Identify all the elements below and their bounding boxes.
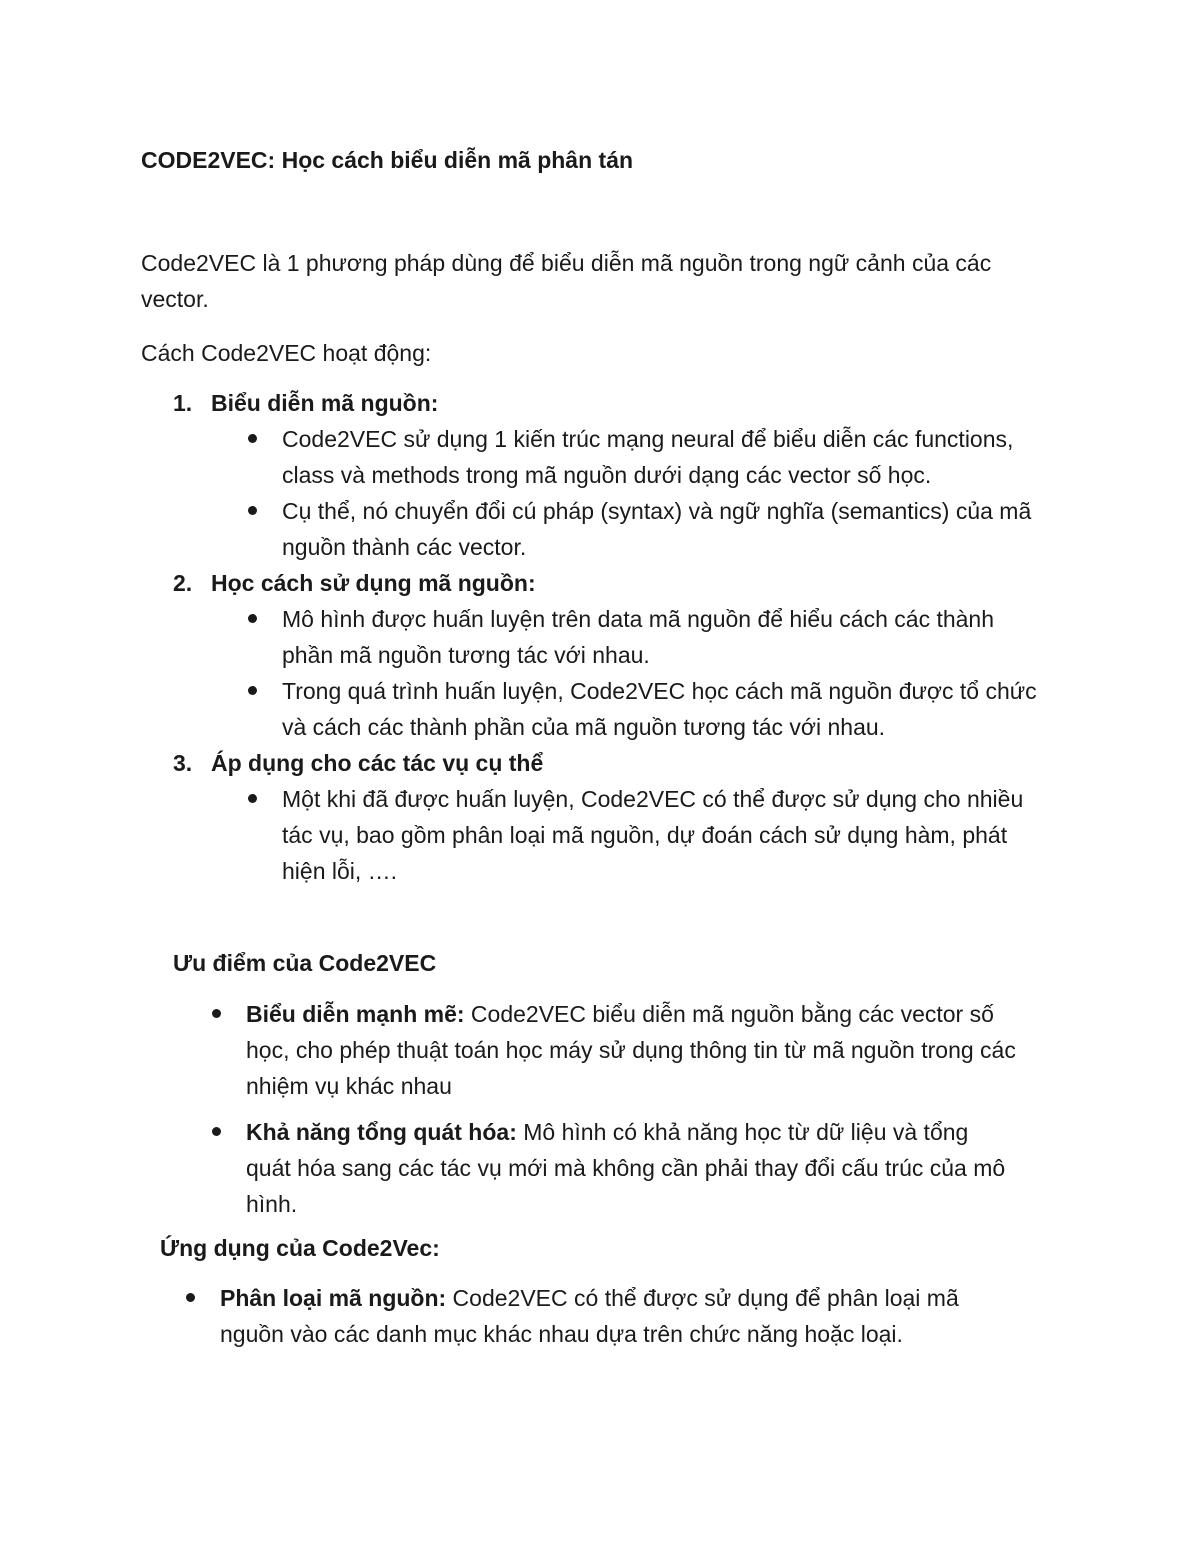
bullet-icon — [186, 1293, 195, 1302]
application-term: Phân loại mã nguồn: — [220, 1285, 447, 1311]
list-item — [211, 493, 1044, 565]
advantages-list — [212, 996, 1072, 1232]
bullet-icon — [248, 506, 257, 515]
step-bullets — [211, 601, 1037, 745]
step-heading: Học cách sử dụng mã nguồn: — [211, 570, 536, 596]
applications-list — [149, 1280, 1049, 1352]
bullet-icon — [212, 1127, 221, 1136]
bullet-icon — [248, 614, 257, 623]
advantage-term: Khả năng tổng quát hóa: — [246, 1119, 517, 1145]
applications-heading: Ứng dụng của Code2Vec: — [160, 1235, 440, 1261]
step-number: 3. — [173, 750, 193, 776]
list-item — [211, 781, 1044, 889]
list-item — [175, 996, 1016, 1104]
bullet-text: Cụ thể, nó chuyển đổi cú pháp (syntax) và ngữ nghĩa (semantics) của mã nguồn thành các vector. — [282, 498, 1032, 560]
bullet-icon — [212, 1009, 221, 1018]
step-heading: Biểu diễn mã nguồn: — [211, 390, 439, 416]
bullet-text: Trong quá trình huấn luyện, Code2VEC học cách mã nguồn được tổ chức và cách các thành phần của mã nguồn tương tác với nhau. — [282, 678, 1037, 740]
list-item — [211, 673, 1044, 745]
steps-list — [173, 385, 1073, 889]
bullet-icon — [248, 686, 257, 695]
step-item — [173, 745, 1073, 889]
bullet-text: Mô hình được huấn luyện trên data mã nguồn để hiểu cách các thành phần mã nguồn tương tác với nhau. — [282, 606, 995, 668]
list-item — [149, 1280, 960, 1352]
list-item — [175, 1114, 1016, 1222]
step-item — [173, 565, 1073, 745]
advantages-heading: Ưu điểm của Code2VEC — [173, 950, 437, 976]
bullet-text: Một khi đã được huấn luyện, Code2VEC có thể được sử dụng cho nhiều tác vụ, bao gồm phân loại mã nguồn, dự đoán cách sử dụng hàm, phát hiện lỗi, …. — [282, 786, 1024, 884]
advantage-text: Code2VEC biểu diễn mã nguồn bằng các vector số học, cho phép thuật toán học máy sử dụng thông tin từ mã nguồn trong các nhiệm vụ khác nhau — [246, 1001, 1016, 1099]
list-item — [211, 601, 1044, 673]
bullet-text: Code2VEC sử dụng 1 kiến trúc mạng neural để biểu diễn các functions, class và methods trong mã nguồn dưới dạng các vector số học. — [282, 426, 1014, 488]
how-it-works-heading: Cách Code2VEC hoạt động: — [141, 340, 432, 366]
step-number: 1. — [173, 390, 193, 416]
step-number: 2. — [173, 570, 193, 596]
step-item — [173, 385, 1073, 565]
intro-paragraph: Code2VEC là 1 phương pháp dùng để biểu diễn mã nguồn trong ngữ cảnh của các vector. — [141, 250, 992, 312]
step-bullets — [211, 421, 1032, 565]
document-title: CODE2VEC: Học cách biểu diễn mã phân tán — [141, 147, 634, 173]
advantage-text: Mô hình có khả năng học từ dữ liệu và tổng quát hóa sang các tác vụ mới mà không cần phải thay đổi cấu trúc của mô hình. — [246, 1119, 1006, 1217]
step-heading: Áp dụng cho các tác vụ cụ thể — [211, 750, 544, 776]
advantage-term: Biểu diễn mạnh mẽ: — [246, 1001, 465, 1027]
bullet-icon — [248, 794, 257, 803]
bullet-icon — [248, 434, 257, 443]
step-bullets — [211, 781, 1024, 889]
list-item — [211, 421, 1044, 493]
application-text: Code2VEC có thể được sử dụng để phân loại mã nguồn vào các danh mục khác nhau dựa trên chức năng hoặc loại. — [220, 1285, 959, 1347]
